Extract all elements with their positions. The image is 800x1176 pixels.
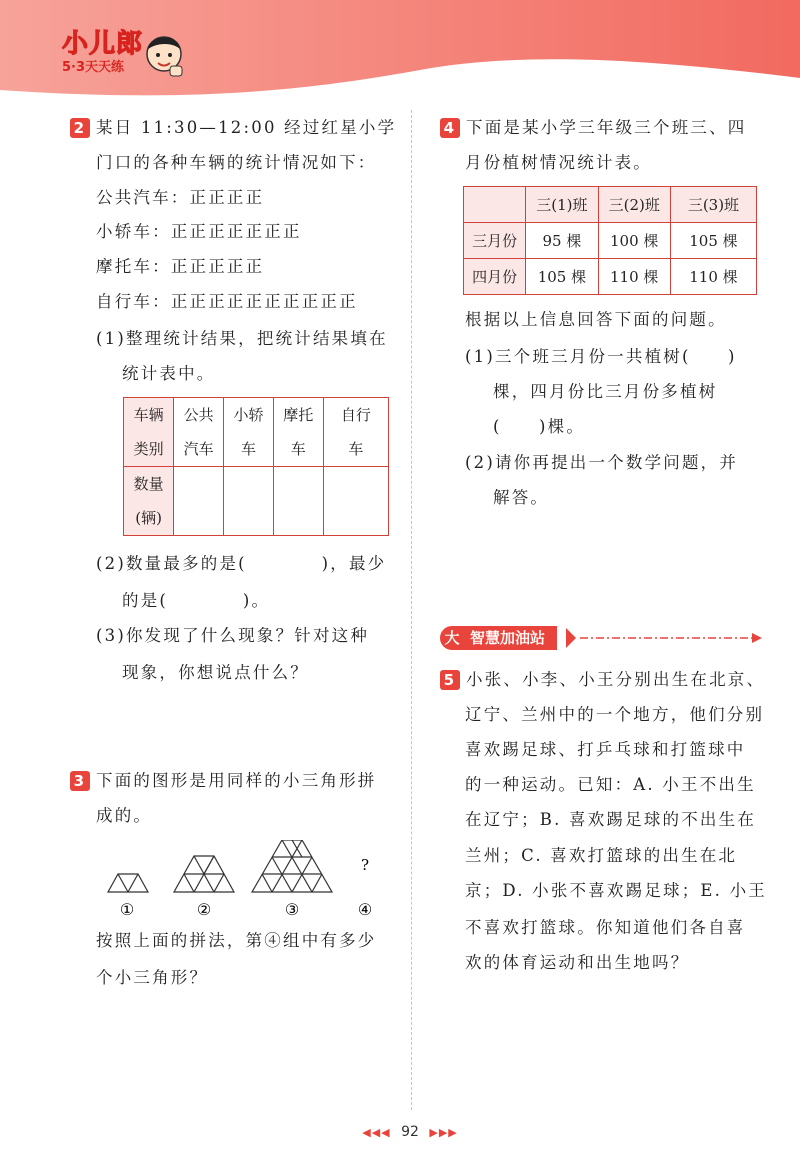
table-header-cell: 小轿 车: [224, 398, 274, 467]
q5-line: 辽宁、兰州中的一个地方，他们分别: [465, 705, 765, 724]
figure-question-mark: ?: [360, 856, 370, 874]
answer-cell[interactable]: [273, 467, 323, 536]
q5-line: 喜欢踢足球、打乒乓球和打篮球中: [465, 740, 746, 759]
table-header-cell: 三(2)班: [598, 187, 670, 223]
tree-table: [463, 186, 757, 295]
header-banner: [0, 0, 800, 110]
mascot-icon: [142, 30, 186, 80]
q3-line3: 按照上面的拼法，第④组中有多少: [96, 931, 377, 950]
q3-line1: 3 下面的图形是用同样的小三角形拼: [70, 763, 377, 798]
q4-number: 4: [440, 118, 460, 138]
table-cell: 100 棵: [598, 223, 670, 259]
q4-part1-a: (1)三个班三月份一共植树( ): [465, 347, 737, 366]
q5-line: 京；D. 小张不喜欢踢足球；E. 小王: [465, 881, 767, 900]
figure-label-3: ③: [284, 900, 300, 919]
tally-bicycle: 自行车：正正正正正正正正正正: [96, 292, 358, 311]
q3-number: 3: [70, 771, 90, 791]
dash-arrow-icon: [566, 628, 766, 648]
table-row-label: 四月份: [464, 259, 526, 295]
q4-part1-c: ( )棵。: [493, 417, 586, 436]
wisdom-banner: [440, 624, 765, 652]
q4-part1-b: 棵，四月份比三月份多植树: [493, 382, 718, 401]
tally-car: 小轿车：正正正正正正正: [96, 222, 302, 241]
q5-line: 的一种运动。已知：A. 小王不出生: [465, 775, 756, 794]
figure-label-2: ②: [196, 900, 212, 919]
page-number: 92: [401, 1124, 419, 1140]
q5-line: 不喜欢打篮球。你知道他们各自喜: [465, 918, 746, 937]
table-header-cell: 摩托 车: [273, 398, 323, 467]
q2-part2-b: 的是( )。: [122, 591, 271, 610]
page-footer: [340, 1124, 480, 1140]
q5-line: 兰州；C. 喜欢打篮球的出生在北: [465, 846, 738, 865]
q3-line2: 成的。: [96, 806, 153, 825]
q2-part1-b: 统计表中。: [122, 364, 216, 383]
q2-part3-a: (3)你发现了什么现象？针对这种: [96, 626, 370, 645]
figure-1: [108, 874, 148, 892]
tally-bus: 公共汽车：正正正正: [96, 188, 265, 207]
wisdom-icon: 大: [440, 626, 464, 650]
q5-line: 5 小张、小李、小王分别出生在北京、: [440, 662, 765, 697]
table-cell: 95 棵: [526, 223, 598, 259]
table-header-cell: 自行 车: [323, 398, 388, 467]
q2-part3-b: 现象，你想说点什么？: [122, 663, 309, 682]
table-cell: 110 棵: [670, 259, 756, 295]
table-row: [464, 187, 757, 223]
table-row: [124, 398, 389, 467]
q4-line2: 月份植树情况统计表。: [465, 153, 652, 172]
q2-part2-a: (2)数量最多的是( )，最少: [96, 554, 387, 573]
figure-2: [174, 856, 234, 892]
column-divider: [411, 110, 412, 1110]
q2-intro-2: 门口的各种车辆的统计情况如下：: [96, 153, 377, 172]
table-cell: 105 棵: [526, 259, 598, 295]
table-cell: 105 棵: [670, 223, 756, 259]
figure-3: [252, 840, 332, 892]
answer-cell[interactable]: [224, 467, 274, 536]
table-corner-cell: [464, 187, 526, 223]
logo: [62, 30, 143, 76]
q2-part1-a: (1)整理统计结果，把统计结果填在: [96, 329, 388, 348]
answer-cell[interactable]: [323, 467, 388, 536]
q4-line1: 4 下面是某小学三年级三个班三、四: [440, 110, 747, 145]
q4-part2-b: 解答。: [493, 488, 550, 507]
table-header-cell: 三(1)班: [526, 187, 598, 223]
vehicle-table: [123, 397, 389, 536]
q3-line4: 个小三角形？: [96, 968, 209, 987]
right-arrows-icon: ▶▶▶: [429, 1126, 458, 1139]
figure-label-1: ①: [119, 900, 135, 919]
logo-brand: 小儿郎: [62, 29, 144, 59]
q5-line: 欢的体育运动和出生地吗？: [465, 953, 690, 972]
logo-series: 5·3天天练: [62, 60, 125, 75]
q2-number: 2: [70, 118, 90, 138]
table-row: [464, 259, 757, 295]
table-header-cell: 三(3)班: [670, 187, 756, 223]
left-arrows-icon: ◀◀◀: [362, 1126, 391, 1139]
table-cell: 110 棵: [598, 259, 670, 295]
figure-label-4: ④: [357, 900, 373, 919]
tally-motorbike: 摩托车：正正正正正: [96, 257, 265, 276]
table-row-label: 三月份: [464, 223, 526, 259]
q4-part2-a: (2)请你再提出一个数学问题，并: [465, 453, 739, 472]
table-row: [464, 223, 757, 259]
answer-cell[interactable]: [174, 467, 224, 536]
table-row-label: 数量 (辆): [124, 467, 174, 536]
q4-line3: 根据以上信息回答下面的问题。: [465, 310, 727, 329]
table-row: [124, 467, 389, 536]
table-header-cell: 车辆 类别: [124, 398, 174, 467]
q2-intro-1: 2 某日 11:30—12:00 经过红星小学: [70, 110, 396, 145]
q5-number: 5: [440, 670, 460, 690]
table-header-cell: 公共 汽车: [174, 398, 224, 467]
triangle-figures: [100, 840, 390, 925]
q5-line: 在辽宁；B. 喜欢踢足球的不出生在: [465, 810, 757, 829]
wisdom-title: 智慧加油站: [462, 626, 557, 650]
